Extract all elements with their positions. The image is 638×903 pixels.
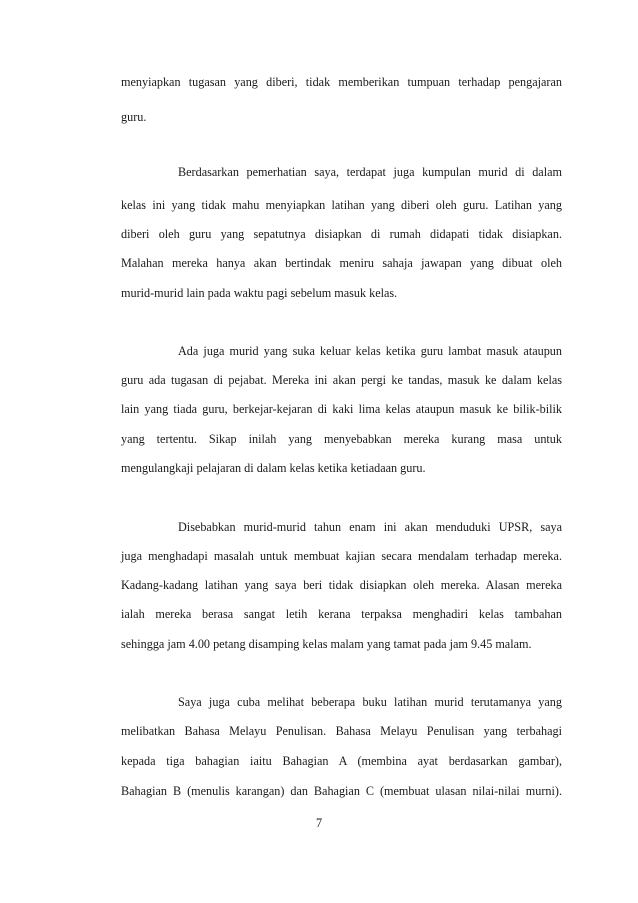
text-line: Ada juga murid yang suka keluar kelas ketika guru lambat masuk ataupun (178, 344, 562, 358)
text-line: lain yang tiada guru, berkejar-kejaran di kaki lima kelas ataupun masuk ke bilik-bilik (121, 402, 562, 416)
text-line: Kadang-kadang latihan yang saya beri tidak disiapkan oleh mereka. Alasan mereka (121, 578, 562, 592)
text-line: ialah mereka berasa sangat letih kerana terpaksa menghadiri kelas tambahan (121, 607, 562, 621)
text-line: kepada tiga bahagian iaitu Bahagian A (membina ayat berdasarkan gambar), (121, 754, 562, 768)
text-line: guru. (121, 110, 147, 124)
text-line: Bahagian B (menulis karangan) dan Bahagian C (membuat ulasan nilai-nilai murni). (121, 784, 562, 798)
text-line: kelas ini yang tidak mahu menyiapkan latihan yang diberi oleh guru. Latihan yang (121, 198, 562, 212)
text-line: sehingga jam 4.00 petang disamping kelas malam yang tamat pada jam 9.45 malam. (121, 637, 532, 651)
text-line: juga menghadapi masalah untuk membuat kajian secara mendalam terhadap mereka. (121, 549, 562, 563)
text-line: diberi oleh guru yang sepatutnya disiapkan di rumah didapati tidak disiapkan. (121, 227, 562, 241)
text-line: guru ada tugasan di pejabat. Mereka ini akan pergi ke tandas, masuk ke dalam kelas (121, 373, 562, 387)
text-line: Malahan mereka hanya akan bertindak meniru sahaja jawapan yang dibuat oleh (121, 256, 562, 270)
text-line: yang tertentu. Sikap inilah yang menyebabkan mereka kurang masa untuk (121, 432, 562, 446)
text-line: Disebabkan murid-murid tahun enam ini akan menduduki UPSR, saya (178, 520, 562, 534)
page-number: 7 (315, 816, 323, 830)
text-line: Saya juga cuba melihat beberapa buku latihan murid terutamanya yang (178, 695, 562, 709)
text-line: murid-murid lain pada waktu pagi sebelum masuk kelas. (121, 286, 398, 300)
text-line: melibatkan Bahasa Melayu Penulisan. Bahasa Melayu Penulisan yang terbahagi (121, 724, 562, 738)
text-line: mengulangkaji pelajaran di dalam kelas ketika ketiadaan guru. (121, 461, 426, 475)
text-line: Berdasarkan pemerhatian saya, terdapat juga kumpulan murid di dalam (178, 165, 562, 179)
text-line: menyiapkan tugasan yang diberi, tidak memberikan tumpuan terhadap pengajaran (121, 75, 562, 89)
